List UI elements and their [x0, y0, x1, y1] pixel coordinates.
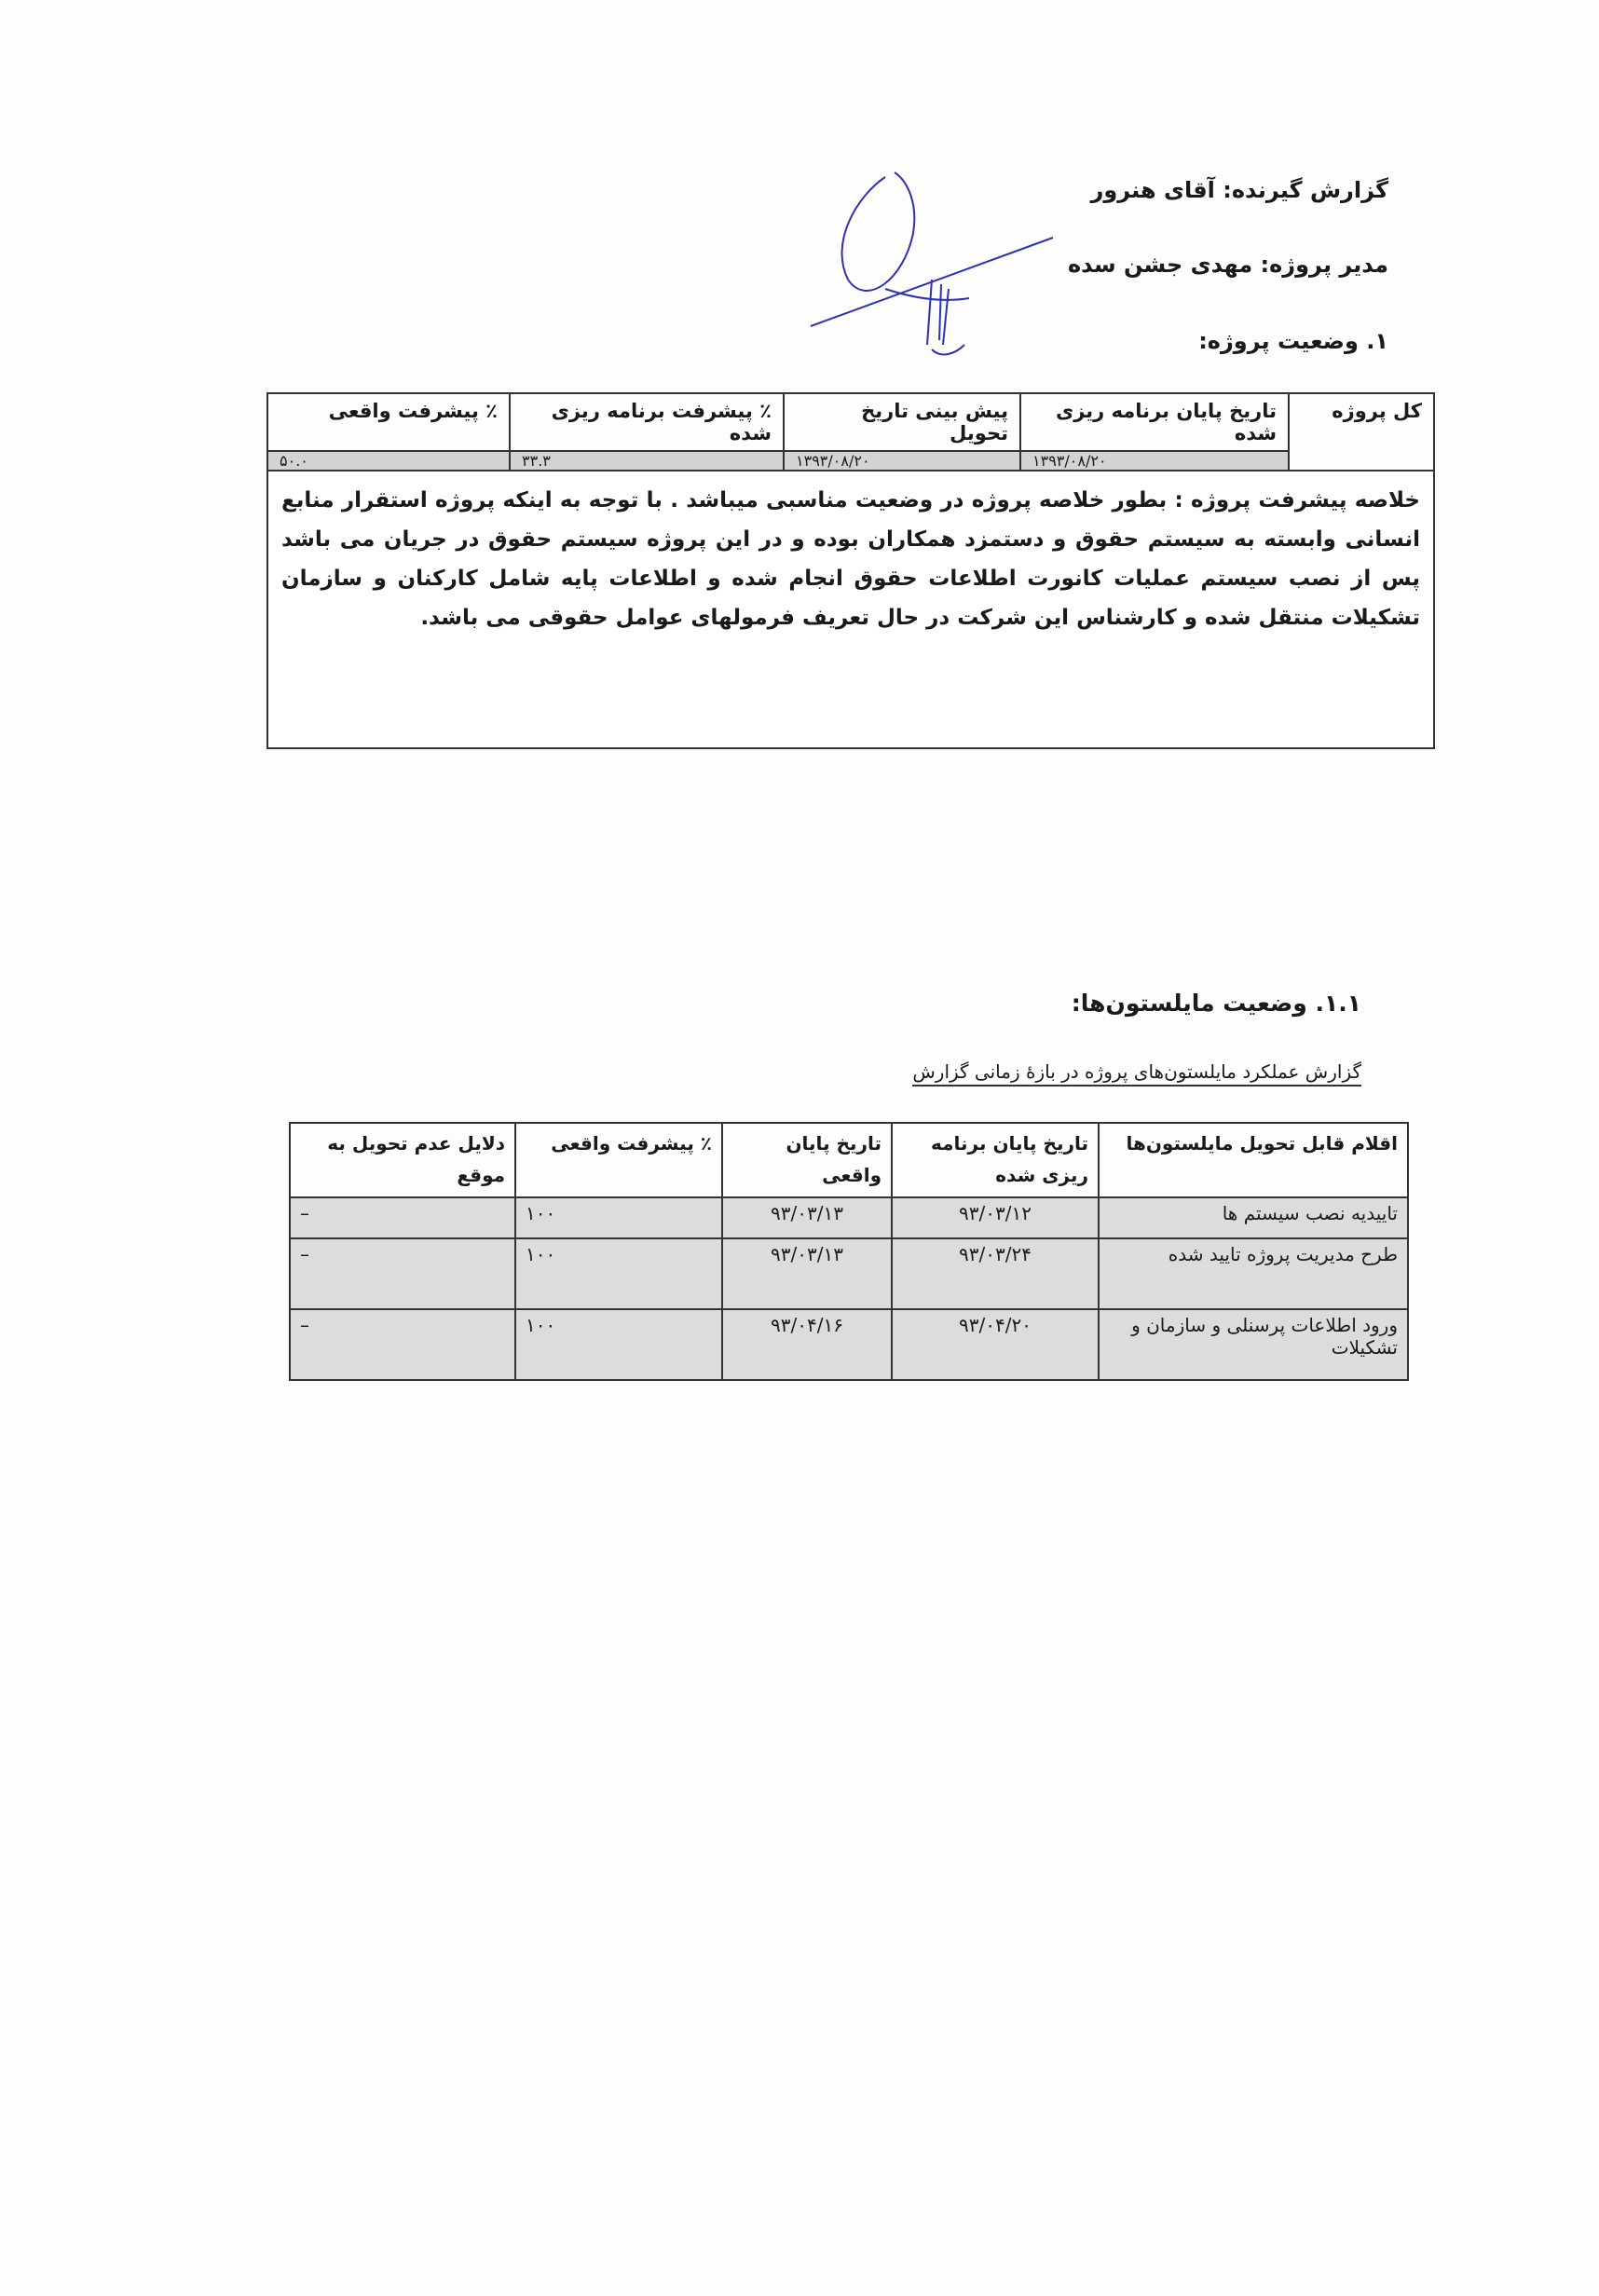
ms-header-actual: تاریخ پایان واقعی — [722, 1123, 892, 1197]
table-row — [290, 1197, 1408, 1238]
ms-actual: ۹۳/۰۳/۱۳ — [722, 1197, 892, 1238]
milestones-heading: ۱.۱. وضعیت مایلستون‌ها: — [1071, 990, 1361, 1017]
ms-item: ورود اطلاعات پرسنلی و سازمان و تشکیلات — [1099, 1309, 1408, 1380]
manager-line: مدیر پروژه: مهدی جشن سده — [1067, 252, 1388, 278]
ms-reason: – — [290, 1197, 515, 1238]
value-actual-progress: ۵۰.۰ — [267, 451, 510, 471]
ms-header-planned: تاریخ پایان برنامه ریزی شده — [892, 1123, 1099, 1197]
value-planned-progress: ۳۳.۳ — [510, 451, 784, 471]
ms-progress: ۱۰۰ — [515, 1197, 722, 1238]
value-planned-end: ۱۳۹۳/۰۸/۲۰ — [1020, 451, 1289, 471]
project-status-table — [266, 392, 1435, 749]
value-forecast-delivery: ۱۳۹۳/۰۸/۲۰ — [784, 451, 1020, 471]
ms-actual: ۹۳/۰۴/۱۶ — [722, 1309, 892, 1380]
milestones-subtitle: گزارش عملکرد مایلستون‌های پروژه در بازهٔ زمانی گزارش — [912, 1060, 1361, 1086]
table-row — [290, 1309, 1408, 1380]
ms-item: طرح مدیریت پروژه تایید شده — [1099, 1238, 1408, 1309]
ms-header-progress: ٪ پیشرفت واقعی — [515, 1123, 722, 1197]
ms-planned: ۹۳/۰۴/۲۰ — [892, 1309, 1099, 1380]
section-1-heading: ۱. وضعیت پروژه: — [1198, 328, 1388, 354]
ms-planned: ۹۳/۰۳/۲۴ — [892, 1238, 1099, 1309]
header-actual-progress: ٪ پیشرفت واقعی — [267, 393, 510, 451]
table-row — [290, 1238, 1408, 1309]
progress-summary: خلاصه پیشرفت پروژه : بطور خلاصه پروژه در وضعیت مناسبی میباشد . با توجه به اینکه پروژه استقرار منابع انسانی وابسته به سیستم حقوق و دستمزد همکاران بوده و در این پروژه سیستم حقوق در جریان می باشد پس از نصب سیستم عملیات کانورت اطلاعات حقوق انجام شده و اطلاعات پایه شامل کارکنان و سازمان تشکیلات منتقل شده و کارشناس این شرکت در حال تعریف فرمولهای عوامل حقوقی می باشد. — [267, 471, 1434, 748]
milestones-table — [289, 1122, 1409, 1381]
ms-progress: ۱۰۰ — [515, 1309, 722, 1380]
recipient-line: گزارش گیرنده: آقای هنرور — [1090, 177, 1388, 203]
ms-item: تاییدیه نصب سیستم ها — [1099, 1197, 1408, 1238]
ms-reason: – — [290, 1309, 515, 1380]
ms-progress: ۱۰۰ — [515, 1238, 722, 1309]
ms-planned: ۹۳/۰۳/۱۲ — [892, 1197, 1099, 1238]
signature — [801, 158, 1062, 373]
ms-reason: – — [290, 1238, 515, 1309]
ms-header-reason: دلایل عدم تحویل به موقع — [290, 1123, 515, 1197]
header-planned-progress: ٪ پیشرفت برنامه ریزی شده — [510, 393, 784, 451]
ms-actual: ۹۳/۰۳/۱۳ — [722, 1238, 892, 1309]
ms-header-item: اقلام قابل تحویل مایلستون‌ها — [1099, 1123, 1408, 1197]
header-forecast-delivery: پیش بینی تاریخ تحویل — [784, 393, 1020, 451]
project-row-label: کل پروژه — [1289, 393, 1434, 471]
header-planned-end: تاریخ پایان برنامه ریزی شده — [1020, 393, 1289, 451]
